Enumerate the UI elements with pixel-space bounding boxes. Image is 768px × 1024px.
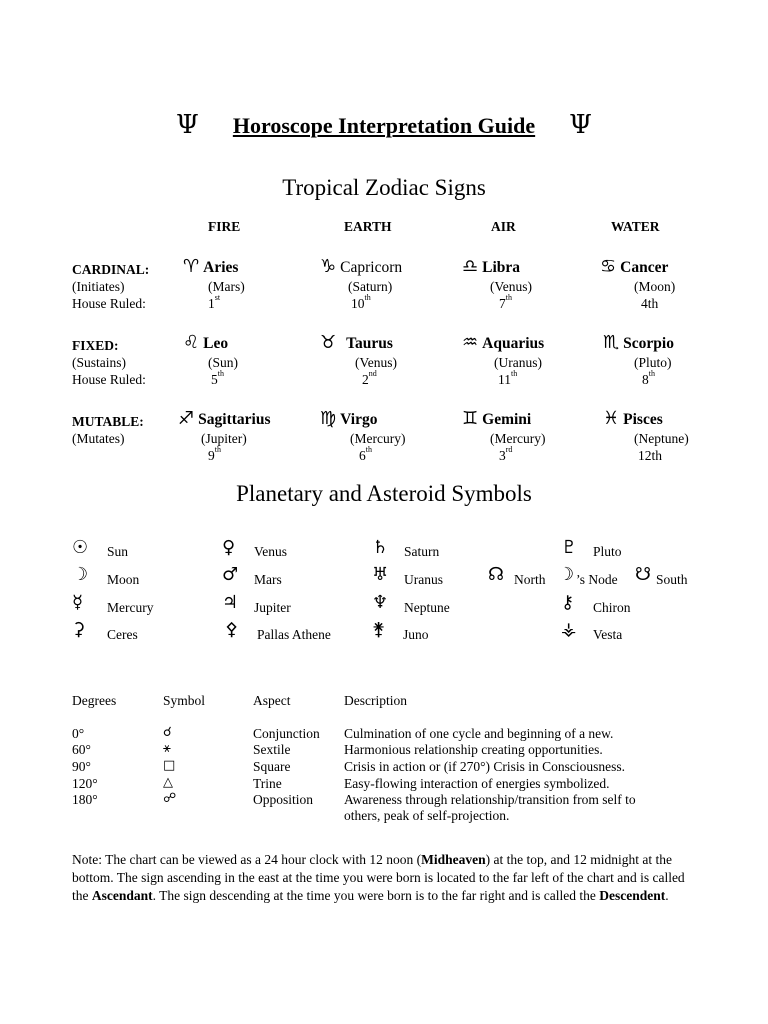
moon-node-icon: ☽ [558,564,575,585]
sign-house: 12th [638,448,663,463]
sextile-icon: ⚹ [163,741,171,756]
planet-label: Pluto [593,544,622,559]
house-ruled-label: House Ruled: [72,372,146,387]
aspect-degrees: 60° [72,742,91,757]
vesta-icon: ⚶ [561,619,577,640]
ceres-icon: ⚳ [72,619,86,640]
sign-house: 2nd [362,369,377,387]
aspects-header-aspect: Aspect [253,693,291,708]
sign-aries [183,256,238,277]
sign-ruler: (Mars) [208,279,245,294]
sign-name: Capricorn [340,259,403,276]
sagittarius-icon: ♐ [178,408,195,429]
sign-name: Pisces [623,411,663,428]
cancer-icon: ♋ [600,256,617,277]
capricorn-icon: ♑ [320,256,337,277]
taurus-icon: ♉ [320,332,337,353]
neptune-icon: ♆ [372,592,389,613]
sign-name: Virgo [340,411,378,428]
planet-label: Mars [254,572,282,587]
psi-icon: Ψ [569,110,592,140]
row-label-mutable: MUTABLE: [72,414,144,429]
planet-label: Uranus [404,572,443,587]
element-air: AIR [491,219,516,234]
sign-gemini [462,408,531,429]
pluto-icon: ♇ [561,537,578,558]
aspect-description: Harmonious relationship creating opportunities. [344,742,603,757]
aspects-header-degrees: Degrees [72,693,117,708]
sign-name: Aquarius [482,335,545,352]
aspect-degrees: 180° [72,792,98,807]
row-sublabel: (Mutates) [72,431,125,446]
aquarius-icon: ♒ [462,332,479,353]
row-sublabel: (Sustains) [72,355,126,370]
zodiac-heading: Tropical Zodiac Signs [282,175,486,200]
aspect-description: Easy-flowing interaction of energies symbolized. [344,776,610,791]
sign-house: 10th [351,293,371,311]
sign-capricorn [320,256,402,277]
sign-ruler: (Moon) [634,279,676,294]
sign-taurus [320,332,393,353]
scorpio-icon: ♏ [603,332,620,353]
sign-ruler: (Venus) [355,355,397,370]
sign-ruler: (Neptune) [634,431,689,446]
aspect-name: Square [253,759,291,774]
leo-icon: ♌ [183,332,200,353]
psi-icon: Ψ [176,110,199,140]
mars-icon: ♂ [222,564,239,585]
north-node-icon: ☊ [488,564,504,585]
gemini-icon: ♊ [462,408,479,429]
element-water: WATER [611,219,660,234]
sign-house: 1st [208,293,221,311]
square-icon: □ [163,758,176,773]
planet-label: Pallas Athene [257,627,331,642]
planet-label: Saturn [404,544,440,559]
sign-house: 3rd [499,445,513,463]
sign-leo [183,332,228,353]
sign-house: 5th [211,369,224,387]
sign-house: 11th [498,369,518,387]
jupiter-icon: ♃ [222,592,239,613]
opposition-icon: ☍ [163,791,177,806]
pisces-icon: ♓ [603,408,620,429]
venus-icon: ♀ [222,537,236,558]
sign-name: Leo [203,335,229,352]
planet-label: Chiron [593,600,631,615]
aspect-degrees: 120° [72,776,98,791]
house-ruled-label: House Ruled: [72,296,146,311]
sign-name: Sagittarius [198,411,271,428]
aspect-degrees: 0° [72,726,85,741]
row-label-fixed: FIXED: [72,338,119,353]
sign-ruler: (Mercury) [490,431,546,446]
virgo-icon: ♍ [320,408,337,429]
south-node-label: South [656,572,688,587]
sign-ruler: (Venus) [490,279,532,294]
sign-house: 8th [642,369,655,387]
sign-house: 9th [208,445,221,463]
sign-name: Cancer [620,259,669,276]
planet-label: Sun [107,544,129,559]
sign-ruler: (Saturn) [348,279,393,294]
aries-icon: ♈ [183,256,200,277]
planet-label: Jupiter [254,600,291,615]
juno-icon: ⚵ [372,619,386,640]
sign-scorpio [603,332,674,353]
aspect-description: Awareness through relationship/transition from self to [344,792,636,807]
sign-name: Scorpio [623,335,674,352]
aspect-description: Culmination of one cycle and beginning of a new. [344,726,614,741]
sign-name: Taurus [346,335,393,352]
sign-name: Libra [482,259,521,276]
chiron-icon: ⚷ [561,592,575,613]
node-label: ’s Node [576,572,618,587]
planet-label: Neptune [404,600,450,615]
sign-house: 4th [641,296,659,311]
saturn-icon: ♄ [372,537,389,558]
aspect-name: Conjunction [253,726,320,741]
pallas-icon: ⚴ [225,619,239,640]
row-label-cardinal: CARDINAL: [72,262,150,277]
planet-label: Juno [403,627,429,642]
mercury-icon: ☿ [72,592,84,613]
sign-libra [462,256,520,277]
title-text: Horoscope Interpretation Guide [232,113,536,138]
aspects-header-description: Description [344,693,407,708]
libra-icon: ♎ [462,256,479,277]
north-node-label: North [514,572,546,587]
page-title [0,110,768,140]
note-paragraph: Note: The chart can be viewed as a 24 hour clock with 12 noon (Midheaven) at the top, and 12 midnight at the bottom. The sign ascending in the east at the time you were born is located to the far left of the chart and is called the Ascendant. The sign descending at the time you were born is to the far right and is called the Descendent. [72,852,685,903]
aspect-degrees: 90° [72,759,91,774]
aspect-description-cont: others, peak of self-projection. [344,808,510,823]
sign-ruler: (Pluto) [634,355,672,370]
sign-ruler: (Uranus) [494,355,542,370]
sign-cancer [600,256,668,277]
planet-label: Moon [107,572,140,587]
aspects-header-symbol: Symbol [163,693,206,708]
sign-ruler: (Sun) [208,355,238,370]
element-earth: EARTH [344,219,392,234]
sign-pisces [603,408,663,429]
sun-icon: ☉ [72,537,89,558]
planet-label: Mercury [107,600,154,615]
row-sublabel: (Initiates) [72,279,125,294]
planet-label: Ceres [107,627,138,642]
sign-house: 6th [359,445,372,463]
sign-aquarius [462,332,544,353]
sign-sagittarius [178,408,270,429]
sign-virgo [320,408,377,429]
aspect-name: Opposition [253,792,314,807]
sign-house: 7th [499,293,512,311]
uranus-icon: ♅ [372,564,389,585]
sign-ruler: (Jupiter) [201,431,247,446]
planet-label: Vesta [593,627,623,642]
planets-heading: Planetary and Asteroid Symbols [236,481,532,506]
conjunction-icon: ☌ [163,725,172,740]
sign-name: Gemini [482,411,532,428]
aspect-name: Sextile [253,742,291,757]
sign-name: Aries [203,259,239,276]
sign-ruler: (Mercury) [350,431,406,446]
moon-icon: ☽ [72,564,89,585]
south-node-icon: ☋ [635,564,651,585]
aspect-description: Crisis in action or (if 270°) Crisis in Consciousness. [344,759,626,774]
trine-icon: △ [163,775,173,790]
aspect-name: Trine [253,776,282,791]
planet-label: Venus [254,544,287,559]
element-fire: FIRE [208,219,241,234]
